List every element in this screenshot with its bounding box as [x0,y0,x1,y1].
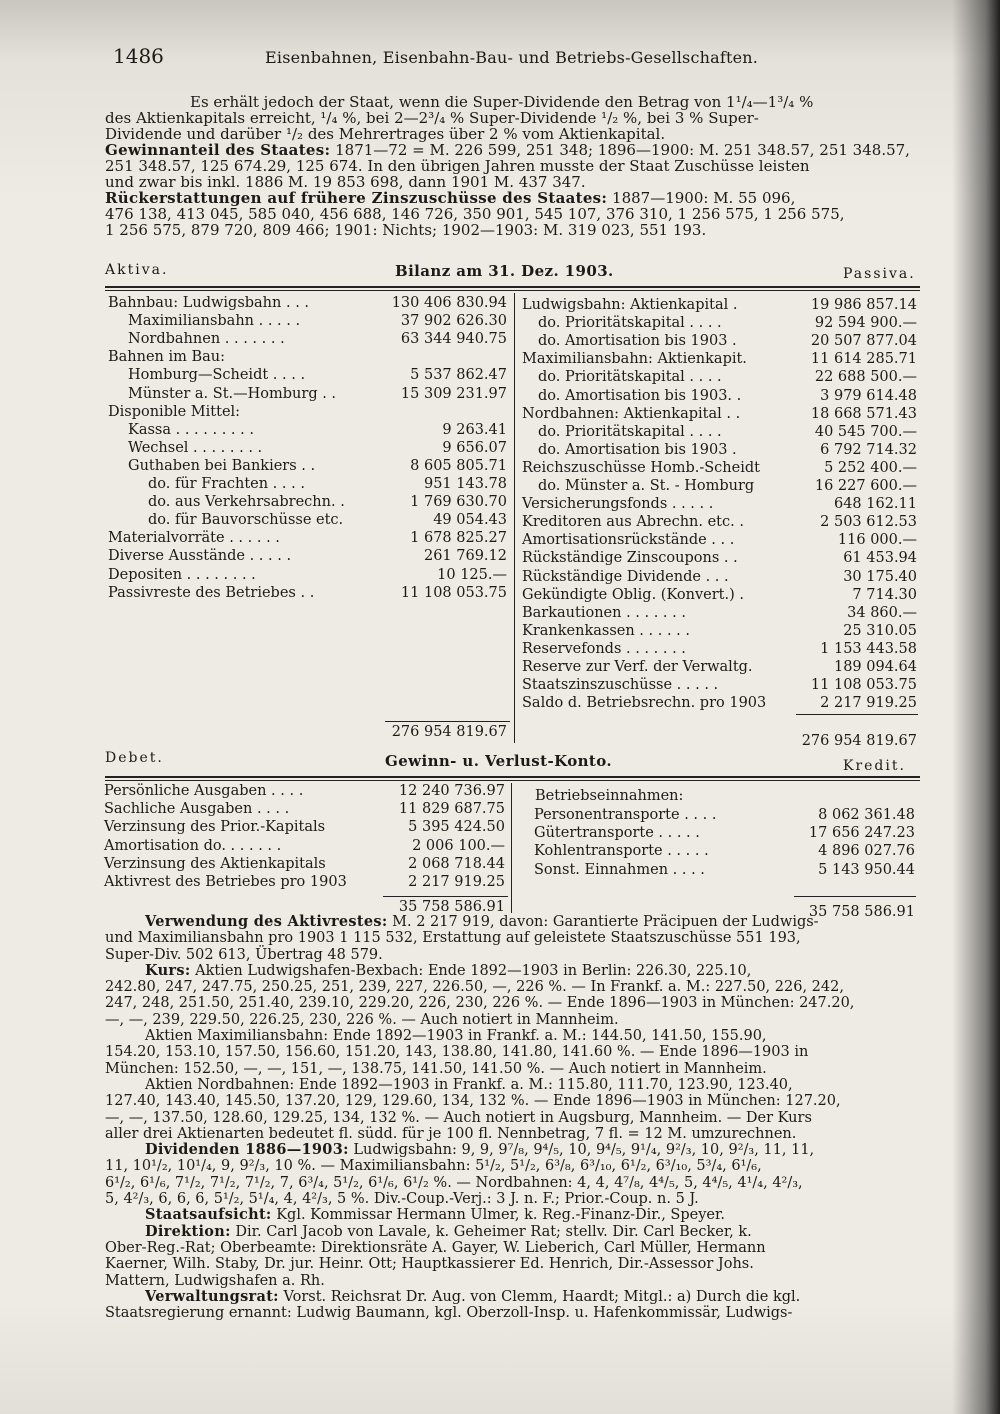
passiva-row-label: do. Prioritätskapital . . . . [538,315,722,332]
passiva-row-value: 20 507 877.04 [810,333,917,350]
passiva-row-label: Nordbahnen: Aktienkapital . . [522,405,741,422]
lower-section-text: 5, 4²/₃, 6, 6, 6, 5¹/₂, 5¹/₄, 4, 4²/₃, 5 %. Div.-Coup.-Verj.: 3 J. n. F.; Prior.-Coup. n. 5 J. [105,1191,699,1208]
passiva-row-value: 7 714.30 [852,586,917,603]
aktiva-row-label: Diverse Ausstände . . . . . [108,548,292,565]
debet-caption: Debet. [105,750,164,766]
lower-line [105,1028,925,1044]
lower-line [105,914,925,930]
kredit-sum-rule [794,896,916,897]
aktiva-row-value: 15 309 231.97 [400,385,507,402]
aktiva-row-value: 1 678 825.27 [410,530,507,547]
lower-section-text: Aktien Nordbahnen: Ende 1892—1903 in Frankf. a. M.: 115.80, 111.70, 123.90, 123.40, [145,1076,793,1093]
lower-line [105,1093,925,1109]
kredit-row-label: Personentransporte . . . . [534,807,717,823]
intro-line: 1 256 575, 879 720, 809 466; 1901: Nichts; 1902—1903: M. 319 023, 551 193. [105,221,707,239]
passiva-row-value: 3 979 614.48 [820,387,917,404]
passiva-row-value: 11 108 053.75 [810,677,917,694]
section-label: Rückerstattungen auf frühere Zinszuschüsse des Staates: [105,189,608,207]
aktiva-row-value: 130 406 830.94 [391,295,507,311]
aktiva-row-value: 1 769 630.70 [410,494,507,511]
lower-section-label: Dividenden 1886—1903: [145,1141,349,1159]
aktiva-row-value: 49 054.43 [433,512,507,529]
passiva-row-label: Reserve zur Verf. der Verwaltg. [522,659,753,675]
bilanz-divider [514,293,515,743]
kredit-heading: Betriebseinnahmen: [535,788,684,804]
passiva-row-label: Reservefonds . . . . . . . [522,640,686,657]
aktiva-total: 276 954 819.67 [391,724,507,740]
passiva-total: 276 954 819.67 [801,733,917,749]
aktiva-row-label: Passivreste des Betriebes . . [108,584,315,601]
aktiva-row-label: Disponible Mittel: [108,403,241,420]
aktiva-row-label: do. für Frachten . . . . [148,476,305,492]
passiva-row-value: 22 688 500.— [814,369,917,386]
debet-total: 35 758 586.91 [398,899,505,915]
passiva-row-label: Amortisationsrückstände . . . [522,532,735,549]
aktiva-row-label: Bahnbau: Ludwigsbahn . . . [108,295,310,311]
lower-line [105,1158,925,1174]
kredit-caption: Kredit. [843,758,906,774]
intro-line: Dividende und darüber ¹/₂ des Mehrertrages über 2 % vom Aktienkapital. [105,125,666,143]
passiva-row-label: Rückständige Zinscoupons . . [522,550,738,567]
lower-section-text: 6¹/₂, 6¹/₆, 7¹/₂, 7¹/₂, 7¹/₂, 7, 6³/₄, 5¹/₂, 6¹/₆, 6¹/₂ %. — Nordbahnen: 4, 4, 4⁷/₈, 4⁴/₅, 5, 4⁴/₅, 4¹/₄, 4²/₃, [105,1174,803,1191]
passiva-row-value: 11 614 285.71 [810,351,917,368]
debet-row-value: 2 006 100.— [412,837,505,854]
passiva-row-value: 18 668 571.43 [810,405,917,422]
aktiva-row-value: 951 143.78 [423,476,507,492]
passiva-row-label: do. Münster a. St. - Homburg [538,478,755,494]
intro-paragraph [105,94,925,238]
debet-row-value: 2 217 919.25 [408,874,505,890]
lower-line [105,1224,925,1240]
passiva-row-value: 40 545 700.— [814,423,917,440]
passiva-row-label: Barkautionen . . . . . . . [522,604,686,621]
passiva-row-value: 19 986 857.14 [810,297,917,313]
lower-section-text: Ober-Reg.-Rat; Oberbeamte: Direktionsräte A. Gayer, W. Lieberich, Carl Müller, Hermann [105,1239,766,1256]
passiva-row-label: do. Prioritätskapital . . . . [538,369,722,386]
lower-line [105,1012,925,1028]
lower-section-text: Kgl. Kommissar Hermann Ulmer, k. Reg.-Finanz-Dir., Speyer. [271,1207,725,1224]
kredit-row-value: 17 656 247.23 [808,825,915,842]
passiva-row-label: Krankenkassen . . . . . . [522,622,690,639]
lower-line [105,1110,925,1126]
lower-section-text: aller drei Aktienarten bedeutet fl. südd. für je 100 fl. Nennbetrag, 7 fl. = 12 M. umzurechnen. [105,1125,797,1142]
page-number: 1486 [113,44,164,68]
aktiva-row-label: Depositen . . . . . . . . [108,566,256,583]
debet-row-value: 5 395 424.50 [408,819,505,836]
aktiva-row-label: Münster a. St.—Homburg . . [128,385,337,402]
aktiva-row-value: 37 902 626.30 [400,313,507,330]
passiva-row-label: Saldo d. Betriebsrechn. pro 1903 [522,695,767,712]
lower-line [105,1044,925,1060]
debet-row-label: Amortisation do. . . . . . . [104,837,282,854]
aktiva-row-value: 11 108 053.75 [400,584,507,601]
guv-top-rule-2 [105,780,920,781]
passiva-row-value: 116 000.— [837,532,917,549]
aktiva-sum-rule [385,721,510,722]
kredit-row-label: Kohlentransporte . . . . . [534,843,709,860]
passiva-row-label: Staatszinszuschüsse . . . . . [522,677,719,694]
lower-section-text: 154.20, 153.10, 157.50, 156.60, 151.20, 143, 138.80, 141.80, 141.60 %. — Ende 1896—1903 in [105,1044,809,1061]
debet-row-label: Sachliche Ausgaben . . . . [104,801,290,818]
lower-text-block [105,914,925,1321]
lower-section-text: Mattern, Ludwigshafen a. Rh. [105,1272,325,1289]
passiva-row-value: 61 453.94 [843,550,917,567]
bilanz-top-rule [105,286,920,288]
lower-section-text: M. 2 217 919, davon: Garantierte Präcipuen der Ludwigs- [387,914,819,930]
passiva-row-label: do. Amortisation bis 1903 . [538,441,737,458]
guv-title: Gewinn- u. Verlust-Konto. [385,752,612,770]
intro-line: 476 138, 413 045, 585 040, 456 688, 146 726, 350 901, 545 107, 376 310, 1 256 575, 1 256 575, [105,205,845,223]
passiva-row-label: do. Amortisation bis 1903. . [538,387,742,404]
lower-line [105,1289,925,1305]
debet-row-value: 2 068 718.44 [408,855,505,872]
lower-section-label: Kurs: [145,961,191,979]
kredit-row-label: Gütertransporte . . . . . [534,825,700,842]
passiva-row-label: Kreditoren aus Abrechn. etc. . [522,514,744,531]
passiva-row-label: Maximiliansbahn: Aktienkapit. [522,351,747,368]
lower-line [105,963,925,979]
aktiva-row-label: Kassa . . . . . . . . . [128,421,254,438]
passiva-row-value: 16 227 600.— [814,478,917,494]
debet-sum-rule [383,896,508,897]
lower-section-text: 127.40, 143.40, 145.50, 137.20, 129, 129.60, 134, 132 %. — Ende 1896—1903 in München: 127.20, [105,1093,841,1110]
passiva-caption: Passiva. [843,266,916,282]
aktiva-row-label: Materialvorräte . . . . . . [108,530,280,547]
aktiva-row-value: 261 769.12 [423,548,507,565]
lower-section-text: und Maximiliansbahn pro 1903 1 115 532, Erstattung auf geleistete Staatszuschüsse 551 193, [105,930,801,947]
kredit-row-value: 5 143 950.44 [818,861,915,878]
kredit-row-value: 4 896 027.76 [818,843,915,860]
aktiva-row-label: Bahnen im Bau: [108,349,226,366]
lower-section-text: 242.80, 247, 247.75, 250.25, 251, 239, 227, 226.50, —, 226 %. — In Frankf. a. M.: 227.50, 226, 242, [105,979,844,996]
aktiva-row-value: 8 605 805.71 [410,457,507,474]
passiva-row-label: do. Prioritätskapital . . . . [538,423,722,440]
intro-line: 251 348.57, 125 674.29, 125 674. In den übrigen Jahren musste der Staat Zuschüsse leisten [105,157,810,175]
guv-divider [511,783,512,913]
passiva-sum-rule [796,714,918,715]
passiva-row-value: 189 094.64 [833,659,917,675]
lower-line [105,1077,925,1093]
lower-section-text: 247, 248, 251.50, 251.40, 239.10, 229.20, 226, 230, 226 %. — Ende 1896—1903 in München: 247.20, [105,995,855,1012]
passiva-row-label: Ludwigsbahn: Aktienkapital . [522,297,738,313]
aktiva-row-value: 5 537 862.47 [410,367,507,384]
aktiva-row-value: 10 125.— [437,566,507,583]
lower-section-label: Staatsaufsicht: [145,1206,272,1224]
page-header-title: Eisenbahnen, Eisenbahn-Bau- und Betriebs-Gesellschaften. [265,48,759,67]
kredit-row-label: Sonst. Einnahmen . . . . [534,861,705,878]
lower-section-text: —, —, 137.50, 128.60, 129.25, 134, 132 %. — Auch notiert in Augsburg, Mannheim. — Der Kurs [105,1109,812,1126]
passiva-row-label: Gekündigte Oblig. (Konvert.) . [522,586,744,603]
lower-line [105,1305,925,1321]
lower-line [105,1175,925,1191]
aktiva-row-label: do. für Bauvorschüsse etc. [148,512,344,529]
intro-line: und zwar bis inkl. 1886 M. 19 853 698, dann 1901 M. 437 347. [105,173,586,191]
intro-line: des Aktienkapitals erreicht, ¹/₄ %, bei 2—2³/₄ % Super-Dividende ¹/₂ %, bei 3 % Super- [105,109,759,127]
bilanz-top-rule-2 [105,290,920,291]
lower-section-text: Super-Div. 502 613, Übertrag 48 579. [105,946,383,963]
lower-line [105,1126,925,1142]
debet-row-label: Verzinsung des Prior.-Kapitals [104,819,326,836]
section-text: 1871—72 = M. 226 599, 251 348; 1896—1900: M. 251 348.57, 251 348.57, [330,141,910,159]
aktiva-row-label: Guthaben bei Bankiers . . [128,457,316,474]
lower-section-text: 11, 10¹/₂, 10¹/₄, 9, 9²/₃, 10 %. — Maximiliansbahn: 5¹/₂, 5¹/₂, 6³/₈, 6³/₁₀, 6¹/₂, 6³/₁₀, 5³/₄, 6¹/₆, [105,1158,762,1175]
passiva-row-value: 34 860.— [847,604,917,621]
lower-line [105,1207,925,1223]
lower-line [105,979,925,995]
lower-section-text: —, —, 239, 229.50, 226.25, 230, 226 %. — Auch notiert in Mannheim. [105,1011,619,1028]
lower-line [105,1256,925,1272]
passiva-row-value: 30 175.40 [843,568,917,585]
passiva-row-label: Rückständige Dividende . . . [522,568,729,585]
intro-line: Es erhält jedoch der Staat, wenn die Super-Dividende den Betrag von 1¹/₄—1³/₄ % [190,93,814,111]
bilanz-title: Bilanz am 31. Dez. 1903. [395,262,614,280]
lower-section-text: Aktien Ludwigshafen-Bexbach: Ende 1892—1903 in Berlin: 226.30, 225.10, [190,962,752,979]
aktiva-row-label: do. aus Verkehrsabrechn. . [148,494,345,511]
aktiva-caption: Aktiva. [105,262,169,278]
section-label: Gewinnanteil des Staates: [105,141,331,159]
passiva-row-value: 2 503 612.53 [820,514,917,531]
lower-section-label: Verwaltungsrat: [145,1287,279,1305]
debet-row-label: Persönliche Ausgaben . . . . [104,783,304,799]
lower-section-label: Direktion: [145,1222,231,1240]
aktiva-row-label: Wechsel . . . . . . . . [128,439,263,456]
lower-line [105,1273,925,1289]
passiva-row-value: 6 792 714.32 [820,441,917,458]
lower-line [105,1142,925,1158]
passiva-row-value: 1 153 443.58 [820,640,917,657]
lower-section-text: Aktien Maximiliansbahn: Ende 1892—1903 in Frankf. a. M.: 144.50, 141.50, 155.90, [145,1028,767,1045]
lower-section-text: Staatsregierung ernannt: Ludwig Baumann, kgl. Oberzoll-Insp. u. Hafenkommissär, Ludwigs- [105,1305,793,1322]
debet-row-value: 12 240 736.97 [398,783,505,799]
lower-line [105,930,925,946]
passiva-row-value: 2 217 919.25 [820,695,917,712]
lower-section-text: Dir. Carl Jacob von Lavale, k. Geheimer Rat; stellv. Dir. Carl Becker, k. [230,1223,752,1240]
debet-row-value: 11 829 687.75 [398,801,505,818]
aktiva-row-label: Maximiliansbahn . . . . . [128,313,301,330]
debet-row-label: Aktivrest des Betriebes pro 1903 [104,874,347,890]
aktiva-row-label: Homburg—Scheidt . . . . [128,367,306,384]
passiva-row-label: Versicherungsfonds . . . . . [522,496,714,513]
aktiva-row-value: 63 344 940.75 [400,331,507,348]
lower-section-text: Vorst. Reichsrat Dr. Aug. von Clemm, Haardt; Mitgl.: a) Durch die kgl. [278,1288,801,1305]
debet-row-label: Verzinsung des Aktienkapitals [104,855,326,872]
guv-top-rule [105,776,920,778]
lower-section-text: München: 152.50, —, —, 151, —, 138.75, 141.50, 141.50 %. — Auch notiert in Mannheim. [105,1060,767,1077]
passiva-row-label: Reichszuschüsse Homb.-Scheidt [522,459,760,476]
passiva-row-value: 5 252 400.— [824,459,917,476]
lower-line [105,1061,925,1077]
passiva-row-label: do. Amortisation bis 1903 . [538,333,737,350]
section-text: 1887—1900: M. 55 096, [607,189,796,207]
aktiva-row-label: Nordbahnen . . . . . . . [128,331,285,348]
lower-section-text: Ludwigsbahn: 9, 9, 9⁷/₈, 9⁴/₅, 10, 9⁴/₅, 9¹/₄, 9²/₃, 10, 9²/₃, 11, 11, [348,1142,815,1159]
aktiva-row-value: 9 656.07 [442,439,507,456]
kredit-total: 35 758 586.91 [808,904,915,920]
lower-section-label: Verwendung des Aktivrestes: [145,913,388,930]
passiva-row-value: 648 162.11 [833,496,917,513]
lower-line [105,947,925,963]
lower-section-text: Kaerner, Wilh. Staby, Dr. jur. Heinr. Ott; Hauptkassierer Ed. Henrich, Dir.-Assessor Johs. [105,1256,754,1273]
kredit-row-value: 8 062 361.48 [818,807,915,823]
passiva-row-value: 92 594 900.— [814,315,917,332]
lower-line [105,1240,925,1256]
aktiva-row-value: 9 263.41 [442,421,507,438]
lower-line [105,1191,925,1207]
passiva-row-value: 25 310.05 [843,622,917,639]
lower-line [105,995,925,1011]
